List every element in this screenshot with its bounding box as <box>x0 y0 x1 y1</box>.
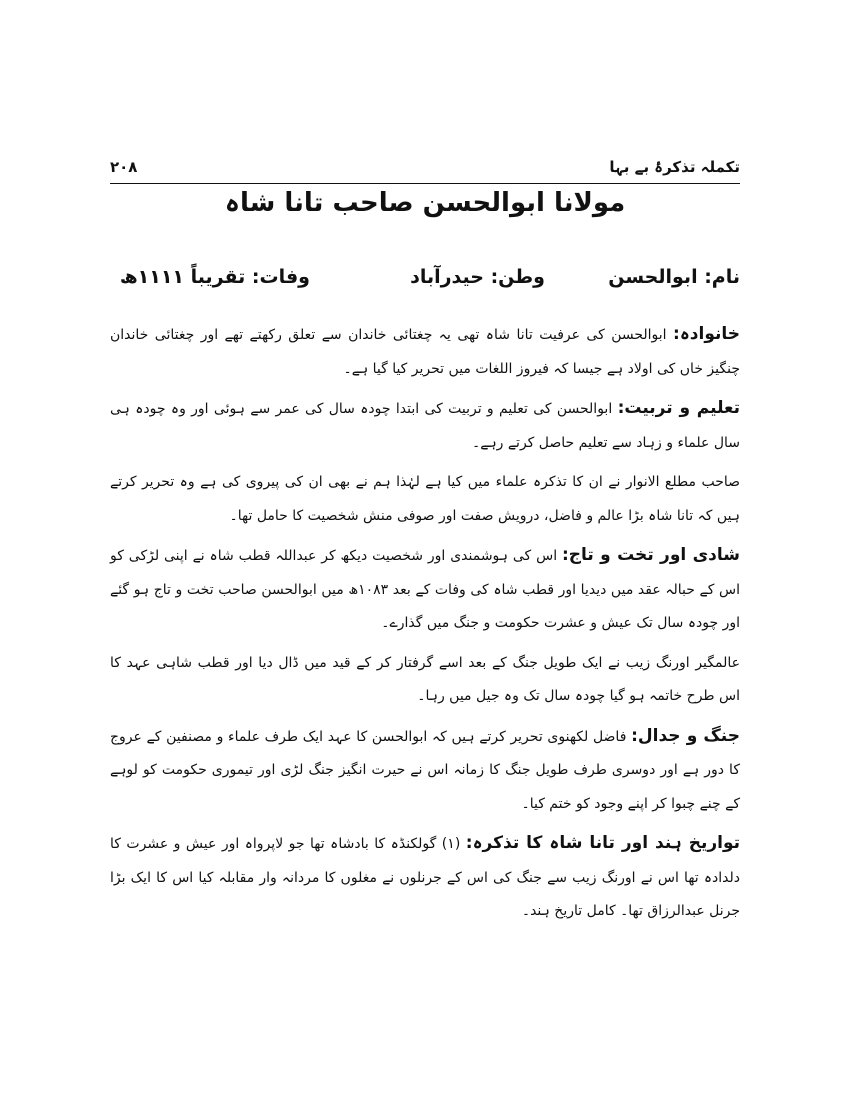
paragraph-imprisonment <box>110 647 740 714</box>
paragraph-text: ابوالحسن کی تعلیم و تربیت کی ابتدا چودہ سال کی عمر سے ہوئی اور وہ چودہ ہی سال علماء و زہاد سے تعلیم حاصل کرتے رہے۔ <box>110 401 740 451</box>
paragraph-wars <box>110 720 740 822</box>
section-heading: تواریخ ہند اور تانا شاہ کا تذکرہ: <box>465 833 741 853</box>
paragraph-matla-al-anwar <box>110 466 740 533</box>
paragraph-text: اس کی ہوشمندی اور شخصیت دیکھ کر عبداللہ قطب شاہ نے اپنی لڑکی کو اس کے حبالہ عقد میں دیدیا اور قطب شاہ کی وفات کے بعد ۱۰۸۳ھ میں ابوالحسن صاحب تخت و تاج ہو گئے اور چودہ سال تک عیش و عشرت حکومت و جنگ میں گذارے۔ <box>110 548 740 631</box>
article-body <box>110 318 740 935</box>
paragraph-text: فاضل لکھنوی تحریر کرتے ہیں کہ ابوالحسن کا عہد ایک طرف علماء و مصنفین کے عروج کا دور ہے اور دوسری طرف طویل جنگ کا زمانہ اس نے حیرت انگیز جنگ لڑی اور تیموری حکومت کو لوہے کے چنے چبوا کر اپنے وجود کو ختم کیا۔ <box>110 728 740 812</box>
info-birthplace: وطن: حیدرآباد <box>410 266 545 288</box>
header-rule <box>110 183 740 184</box>
biographical-info <box>110 266 740 306</box>
section-heading: تعلیم و تربیت: <box>617 398 741 418</box>
section-heading: شادی اور تخت و تاج: <box>561 545 740 565</box>
page-number: ۲۰۸ <box>110 158 138 176</box>
paragraph-text: (۱) گولکنڈہ کا بادشاہ تھا جو لاپرواہ اور عیش و عشرت کا دلدادہ تھا اس نے اورنگ زیب سے جنگ کی اس کے جرنلوں نے مغلوں کا مردانہ وار مقابلہ کیا اس کا ایک بڑا جرنل عبدالرزاق تھا۔ کامل تاریخ ہند۔ <box>110 836 740 919</box>
paragraph-text: عالمگیر اورنگ زیب نے ایک طویل جنگ کے بعد اسے گرفتار کر کے قید میں ڈال دیا اور قطب شاہی عہد کا اس طرح خاتمہ ہو گیا چودہ سال تک وہ جیل میں رہا۔ <box>110 654 740 704</box>
section-heading: جنگ و جدال: <box>631 725 741 746</box>
page-header <box>110 158 740 182</box>
section-heading: خانوادہ: <box>673 324 741 344</box>
paragraph-marriage-throne <box>110 539 740 641</box>
paragraph-lineage <box>110 318 740 386</box>
paragraph-text: ابوالحسن کی عرفیت تانا شاہ تھی یہ چغتائی خاندان سے تعلق رکھتے تھے اور چغتائی خاندان چنگیز خاں کی اولاد ہے جیسا کہ فیروز اللغات میں تحریر کیا گیا ہے۔ <box>110 327 740 377</box>
paragraph-text: صاحب مطلع الانوار نے ان کا تذکرہ علماء میں کیا ہے لہٰذا ہم نے بھی ان کی پیروی کی ہے وہ تحریر کرتے ہیں کہ تانا شاہ بڑا عالم و فاضل، درویش صفت اور صوفی منش شخصیت کا حامل تھا۔ <box>110 474 740 524</box>
info-name: نام: ابوالحسن <box>608 266 740 288</box>
paragraph-history-mention <box>110 827 740 929</box>
info-death: وفات: تقریباً ۱۱۱۱ھ <box>119 266 310 288</box>
paragraph-education <box>110 392 740 460</box>
running-title: تکملہ تذکرۂ بے بہا <box>609 158 740 176</box>
article-title: مولانا ابوالحسن صاحب تانا شاہ <box>224 188 626 218</box>
